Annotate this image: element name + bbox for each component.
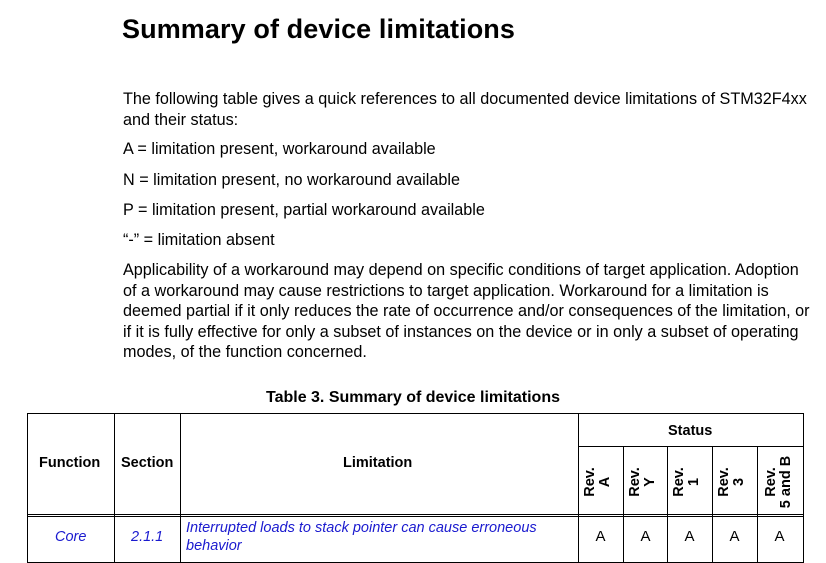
header-rev-1: Rev. 1 — [671, 467, 702, 497]
status-rev-5-and-b: A — [774, 528, 785, 545]
status-rev-1: A — [684, 528, 695, 545]
table-caption: Table 3. Summary of device limitations — [265, 389, 560, 406]
status-rev-y: A — [640, 528, 651, 545]
legend-a: A = limitation present, workaround available — [123, 140, 436, 158]
legend-p: P = limitation present, partial workaround available — [123, 201, 485, 219]
header-rev-5-and-b: Rev. 5 and B — [763, 455, 794, 509]
status-rev-a: A — [595, 528, 606, 545]
header-rev-3: Rev. 3 — [716, 467, 747, 497]
page-title: Summary of device limitations — [122, 14, 516, 44]
header-status: Status — [668, 423, 713, 439]
header-limitation: Limitation — [343, 455, 413, 471]
header-section: Section — [121, 455, 174, 471]
status-rev-3: A — [729, 528, 740, 545]
header-function: Function — [39, 455, 101, 471]
intro-paragraph: The following table gives a quick references to all documented device limitations of STM32F4xx and their status: — [123, 90, 807, 129]
legend-dash: “-” = limitation absent — [123, 231, 275, 249]
header-rev-a: Rev. A — [582, 467, 613, 497]
section-link[interactable]: 2.1.1 — [131, 529, 164, 545]
workaround-paragraph: Applicability of a workaround may depend on specific conditions of target application. Adoption of a workaround may cause restrictions to target application. Workaround for a limitation is deemed partial if it only reduces the rate of occurrence and/or consequences of the limitation, or if it is fully effective for only a subset of instances on the device or in only a subset of operating modes, of the function concerned. — [123, 261, 810, 361]
header-rev-y: Rev. Y — [627, 467, 658, 497]
function-link[interactable]: Core — [55, 529, 87, 545]
legend-n: N = limitation present, no workaround available — [123, 171, 460, 189]
limitation-link[interactable]: Interrupted loads to stack pointer can cause erroneous behavior — [186, 520, 537, 554]
